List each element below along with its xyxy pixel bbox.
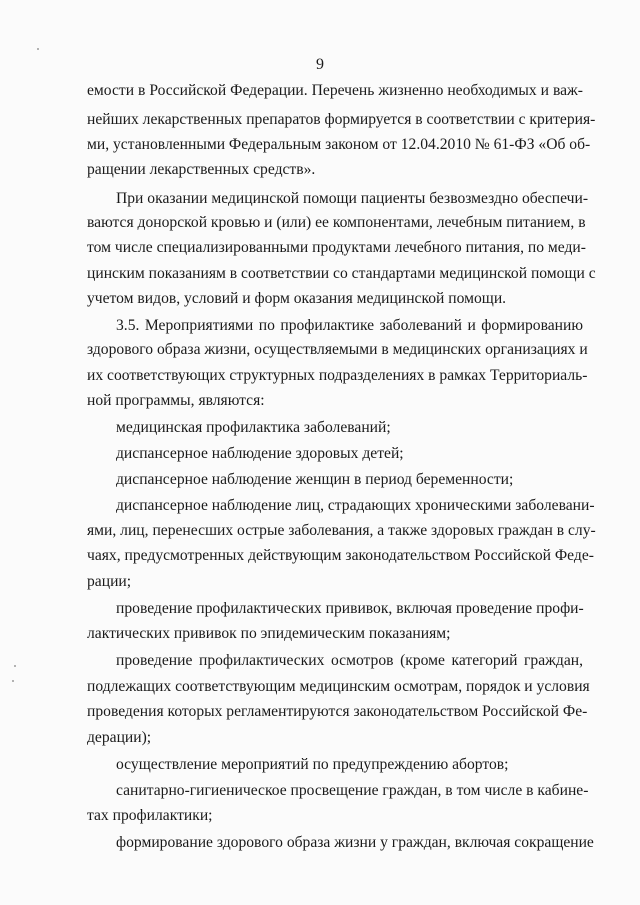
text-line: ями, лиц, перенесших острые заболевания, а также здоровых граждан в слу- (87, 522, 596, 539)
scan-speck (37, 48, 39, 50)
text-line: емости в Российской Федерации. Перечень жизненно необходимых и важ- (87, 82, 583, 99)
text-line: нейших лекарственных препаратов формируется в соответствии с критерия- (87, 111, 596, 128)
list-item: медицинская профилактика заболеваний; (116, 419, 391, 436)
text-line: дерации); (87, 729, 152, 746)
list-item: санитарно-гигиеническое просвещение граждан, в том числе в кабине- (116, 782, 589, 799)
text-line: тах профилактики; (87, 807, 213, 824)
text-line: 3.5. Мероприятиями по профилактике заболеваний и формированию (116, 317, 583, 334)
text-line: проведения которых регламентируются законодательством Российской Фе- (87, 703, 588, 720)
text-line: цинским показаниям в соответствии со стандартами медицинской помощи с (87, 265, 596, 282)
text-line: их соответствующих структурных подразделениях в рамках Территориаль- (87, 367, 588, 384)
list-item: проведение профилактических осмотров (кроме категорий граждан, (116, 652, 583, 669)
scan-speck (12, 680, 14, 682)
text-line: рации; (87, 573, 132, 590)
list-item: осуществление мероприятий по предупреждению абортов; (116, 756, 509, 773)
text-line: ращении лекарственных средств». (87, 161, 316, 178)
text-line: чаях, предусмотренных действующим законодательством Российской Феде- (87, 547, 594, 564)
page-number: 9 (316, 56, 324, 73)
list-item: диспансерное наблюдение здоровых детей; (116, 445, 404, 462)
text-line: ми, установленными Федеральным законом от 12.04.2010 № 61-ФЗ «Об об- (87, 136, 591, 153)
text-line: здорового образа жизни, осуществляемыми в медицинских организациях и (87, 341, 588, 358)
text-line: лактических прививок по эпидемическим показаниям; (87, 625, 451, 642)
list-item: диспансерное наблюдение женщин в период беременности; (116, 471, 514, 488)
list-item: формирование здорового образа жизни у граждан, включая сокращение (116, 834, 594, 851)
text-line: ваются донорской кровью и (или) ее компонентами, лечебным питанием, в (87, 214, 586, 231)
list-item: проведение профилактических прививок, включая проведение профи- (116, 600, 584, 617)
text-line: учетом видов, условий и форм оказания медицинской помощи. (87, 290, 507, 307)
scan-speck (14, 665, 16, 667)
list-item: диспансерное наблюдение лиц, страдающих хроническими заболевани- (116, 497, 595, 514)
text-line: ной программы, являются: (87, 392, 265, 409)
text-line: подлежащих соответствующим медицинским осмотрам, порядок и условия (87, 678, 590, 695)
text-line: том числе специализированными продуктами лечебного питания, по меди- (87, 239, 586, 256)
text-line: При оказании медицинской помощи пациенты безвозмездно обеспечи- (116, 190, 589, 207)
